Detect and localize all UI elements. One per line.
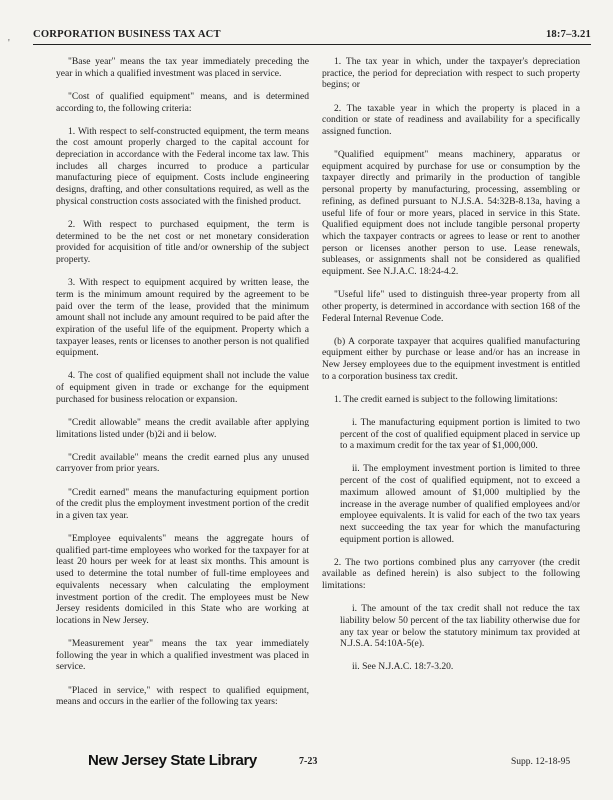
paragraph-service-item-2: 2. The taxable year in which the property is placed in a condition or state of readiness and availability for a specifically assigned function. <box>322 102 580 137</box>
right-column <box>322 56 580 685</box>
page-header <box>33 28 591 45</box>
paragraph-cost-definition: "Cost of qualified equipment" means, and is determined according to, the following criteria: <box>56 90 309 114</box>
section-number: 18:7–3.21 <box>545 29 591 40</box>
paragraph-base-year: "Base year" means the tax year immediately preceding the year in which a qualified investment was placed in service. <box>56 56 309 79</box>
paragraph-measurement-year: "Measurement year" means the tax year immediately following the year in which a qualified investment was placed in service. <box>56 638 309 673</box>
paragraph-limit-1: 1. The credit earned is subject to the following limitations: <box>334 393 558 405</box>
paragraph-service-item-1: 1. The tax year in which, under the taxpayer's depreciation practice, the period for depreciation with respect to such property begins; or <box>322 56 580 91</box>
paragraph-qualified-equipment: "Qualified equipment" means machinery, apparatus or equipment acquired by purchase for use or consumption by the taxpayer directly and primarily in the production of tangible personal property by manufacturing, processing, assembling or refining, as defined pursuant to N.J.S.A. 54:32B-8.13a, having a useful life of four or more years, placed in service in this State. Qualified equipment does not include tangible personal property which the taxpayer contracts or agrees to lease or rent to another person or licenses another person to use. Lease renewals, subleases, or assignments shall not be considered as qualified equipment. See N.J.A.C. 18:24-4.2. <box>322 149 580 278</box>
running-title: CORPORATION BUSINESS TAX ACT <box>33 29 221 40</box>
paragraph-cost-item-2: 2. With respect to purchased equipment, the term is determined to be the net cost or net monetary consideration provided for acquisition of title and/or ownership of the subject property. <box>56 218 309 266</box>
supplement-date: Supp. 12-18-95 <box>511 757 571 767</box>
paragraph-limit-2-i: i. The amount of the tax credit shall not reduce the tax liability below 50 percent of the tax liability otherwise due for any tax year or below the statutory minimum tax provided at N.J.S.A. 54:10A-5(e). <box>340 603 580 650</box>
paragraph-useful-life: "Useful life" used to distinguish three-year property from all other property, is determined in accordance with section 168 of the Federal Internal Revenue Code. <box>322 289 580 324</box>
paragraph-limit-2: 2. The two portions combined plus any carryover (the credit available as defined herein) is also subject to the following limitations: <box>322 556 580 592</box>
paragraph-limit-2-ii: ii. See N.J.A.C. 18:7-3.20. <box>352 661 454 673</box>
paragraph-credit-earned: "Credit earned" means the manufacturing equipment portion of the credit plus the employment investment portion of the credit in a given tax year. <box>56 486 309 521</box>
paragraph-subsection-b: (b) A corporate taxpayer that acquires qualified manufacturing equipment either by purchase or lease and/or has an increase in New Jersey employees due to the equipment investment is entitled to a corporation business tax credit. <box>322 335 580 382</box>
library-stamp: New Jersey State Library <box>88 752 257 769</box>
paragraph-cost-item-4: 4. The cost of qualified equipment shall not include the value of equipment given in trade or exchange for the equipment purchased for business relocation or expansion. <box>56 370 309 405</box>
paragraph-limit-1-i: i. The manufacturing equipment portion is limited to two percent of the cost of qualified equipment placed in service up to a maximum credit for the tax year of $1,000,000. <box>340 416 580 452</box>
paragraph-placed-in-service: "Placed in service," with respect to qualified equipment, means and occurs in the earlier of the following tax years: <box>56 684 309 708</box>
margin-mark: ' <box>8 38 10 49</box>
paragraph-cost-item-3: 3. With respect to equipment acquired by written lease, the term is the minimum amount required by the agreement to be paid over the term of the lease, provided that the minimum amount shall not include any amount required to be paid after the expiration of the useful life of the equipment. Property which a taxpayer leases, rents or licenses to another person is not qualified equipment. <box>56 277 309 359</box>
paragraph-employee-equivalents: "Employee equivalents" means the aggregate hours of qualified part-time employees who worked for the taxpayer for at least 20 hours per week for at least six months. This amount is used to determine the total number of full-time employees and equivalents necessary when calculating the employment investment portion of the credit. The employees must be New Jersey residents domiciled in this State who are working at locations in New Jersey. <box>56 533 309 626</box>
paragraph-limit-1-ii: ii. The employment investment portion is limited to three percent of the cost of qualified equipment, not to exceed a maximum allowed amount of $1,000 multiplied by the increase in the average number of qualified employees and/or employee equivalents. It is valid for each of the two tax years next succeeding the tax year for which the manufacturing equipment portion is allowed. <box>340 463 580 545</box>
paragraph-credit-available: "Credit available" means the credit earned plus any unused carryover from prior years. <box>56 451 309 475</box>
left-column <box>56 56 309 719</box>
page-number: 7-23 <box>299 756 318 767</box>
paragraph-credit-allowable: "Credit allowable" means the credit available after applying limitations listed under (b)2i and ii below. <box>56 416 309 440</box>
paragraph-cost-item-1: 1. With respect to self-constructed equipment, the term means the cost amount properly charged to the capital account for depreciation in accordance with the Federal income tax law. This includes all charges incurred to produce a particular manufacturing piece of equipment. Costs include engineering designs, drafting, and other consultations required, as well as the physical construction costs associated with the finished product. <box>56 125 309 207</box>
